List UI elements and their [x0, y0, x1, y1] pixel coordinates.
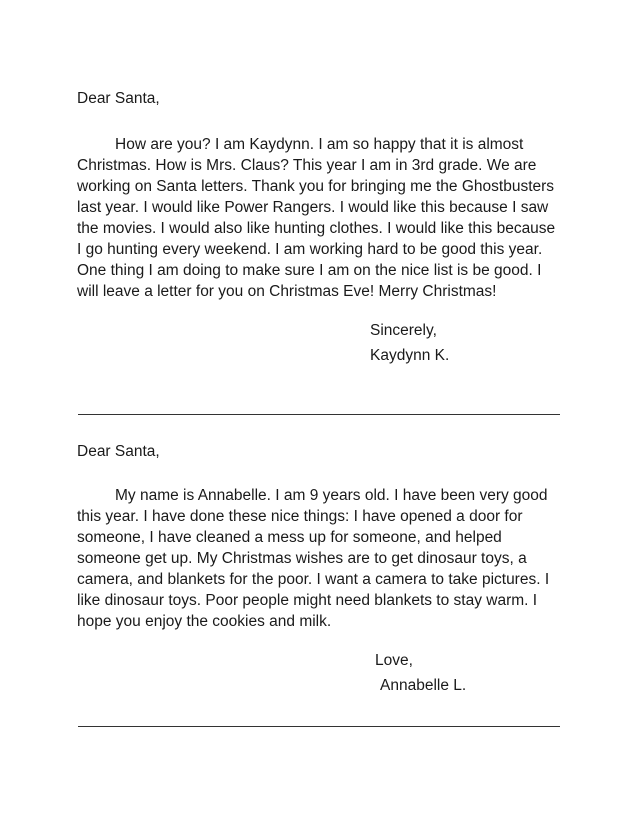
- letter-line: camera, and blankets for the poor. I want a camera to take pictures. I: [77, 571, 550, 588]
- letter-line: working on Santa letters. Thank you for bringing me the Ghostbusters: [77, 178, 555, 195]
- divider-line: [78, 726, 560, 727]
- letter-body: [77, 485, 567, 632]
- letter-body: [77, 134, 567, 302]
- letter-line: this year. I have done these nice things: I have opened a door for: [77, 508, 523, 525]
- letter-line: like dinosaur toys. Poor people might need blankets to stay warm. I: [77, 592, 538, 609]
- divider-line: [78, 414, 560, 415]
- letter-greeting: Dear Santa,: [77, 90, 160, 107]
- letter-closing-block: [370, 318, 449, 368]
- letter-line: I go hunting every weekend. I am working hard to be good this year.: [77, 241, 543, 258]
- letter-line: hope you enjoy the cookies and milk.: [77, 613, 332, 630]
- letter-signature: Kaydynn K.: [370, 347, 450, 364]
- letter-line: Christmas. How is Mrs. Claus? This year I am in 3rd grade. We are: [77, 157, 537, 174]
- letter-line: someone, I have cleaned a mess up for someone, and helped: [77, 529, 502, 546]
- letter-line: How are you? I am Kaydynn. I am so happy that it is almost: [115, 136, 524, 153]
- letter-closing: Love,: [375, 652, 413, 669]
- letter-line: last year. I would like Power Rangers. I would like this because I saw: [77, 199, 549, 216]
- letter-line: will leave a letter for you on Christmas Eve! Merry Christmas!: [77, 283, 497, 300]
- letter-closing: Sincerely,: [370, 322, 437, 339]
- letter-closing-block: [375, 648, 466, 698]
- letter-signature: Annabelle L.: [380, 677, 467, 694]
- letter-kaydynn: [77, 90, 567, 302]
- letter-line: someone get up. My Christmas wishes are to get dinosaur toys, a: [77, 550, 527, 567]
- letter-greeting: Dear Santa,: [77, 443, 160, 460]
- letter-line: One thing I am doing to make sure I am on the nice list is be good. I: [77, 262, 542, 279]
- letter-line: the movies. I would also like hunting clothes. I would like this because: [77, 220, 556, 237]
- letter-annabelle: [77, 443, 567, 632]
- letter-line: My name is Annabelle. I am 9 years old. I have been very good: [115, 487, 548, 504]
